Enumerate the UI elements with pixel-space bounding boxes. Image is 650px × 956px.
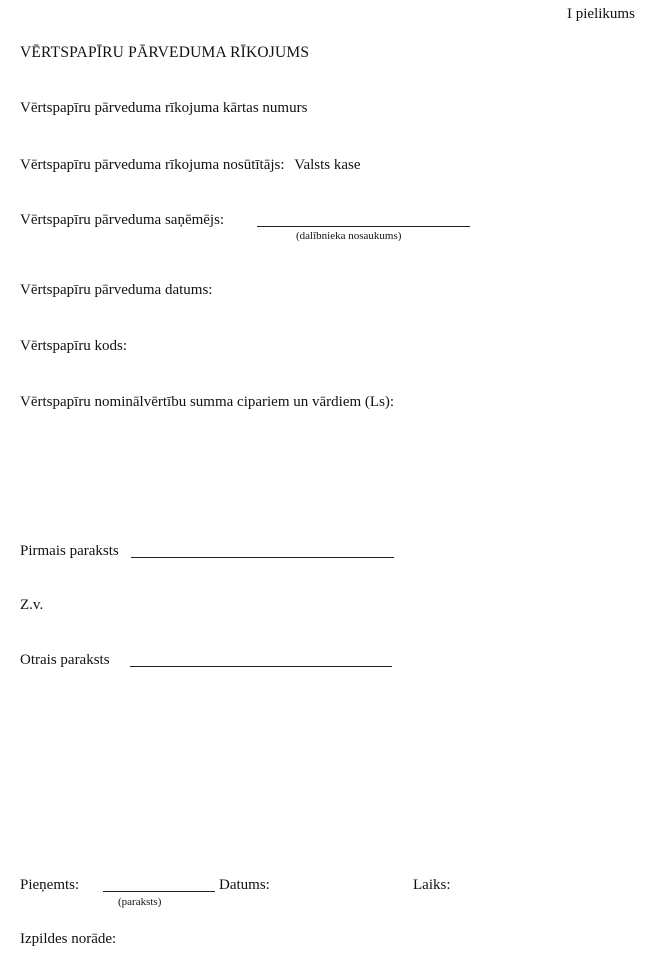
recipient-caption: (dalībnieka nosaukums) bbox=[296, 230, 402, 242]
recipient-signature-line[interactable] bbox=[257, 226, 470, 227]
nominal-sum-label: Vērtspapīru nominālvērtību summa cipariem un vārdiem (Ls): bbox=[20, 394, 395, 410]
seal-label: Z.v. bbox=[20, 597, 44, 613]
order-number-label: Vērtspapīru pārveduma rīkojuma kārtas numurs bbox=[20, 100, 308, 116]
sender-row bbox=[20, 158, 361, 173]
second-signature-label: Otrais paraksts bbox=[20, 652, 110, 668]
annex-label: I pielikums bbox=[567, 6, 635, 22]
document-title: VĒRTSPAPĪRU PĀRVEDUMA RĪKOJUMS bbox=[20, 44, 310, 61]
recipient-label: Vērtspapīru pārveduma saņēmējs: bbox=[20, 212, 225, 228]
date-label: Datums: bbox=[219, 877, 270, 893]
second-signature-line[interactable] bbox=[130, 666, 392, 667]
accepted-label: Pieņemts: bbox=[20, 877, 80, 893]
securities-code-label: Vērtspapīru kods: bbox=[20, 338, 128, 354]
first-signature-label: Pirmais paraksts bbox=[20, 543, 119, 559]
accepted-signature-line[interactable] bbox=[103, 891, 215, 892]
execution-note-label: Izpildes norāde: bbox=[20, 931, 117, 947]
transfer-date-label: Vērtspapīru pārveduma datums: bbox=[20, 282, 213, 298]
time-label: Laiks: bbox=[413, 877, 451, 893]
sender-label: Vērtspapīru pārveduma rīkojuma nosūtītājs: bbox=[20, 157, 285, 173]
accepted-signature-caption: (paraksts) bbox=[118, 896, 162, 908]
sender-value: Valsts kase bbox=[294, 157, 361, 173]
first-signature-line[interactable] bbox=[131, 557, 394, 558]
